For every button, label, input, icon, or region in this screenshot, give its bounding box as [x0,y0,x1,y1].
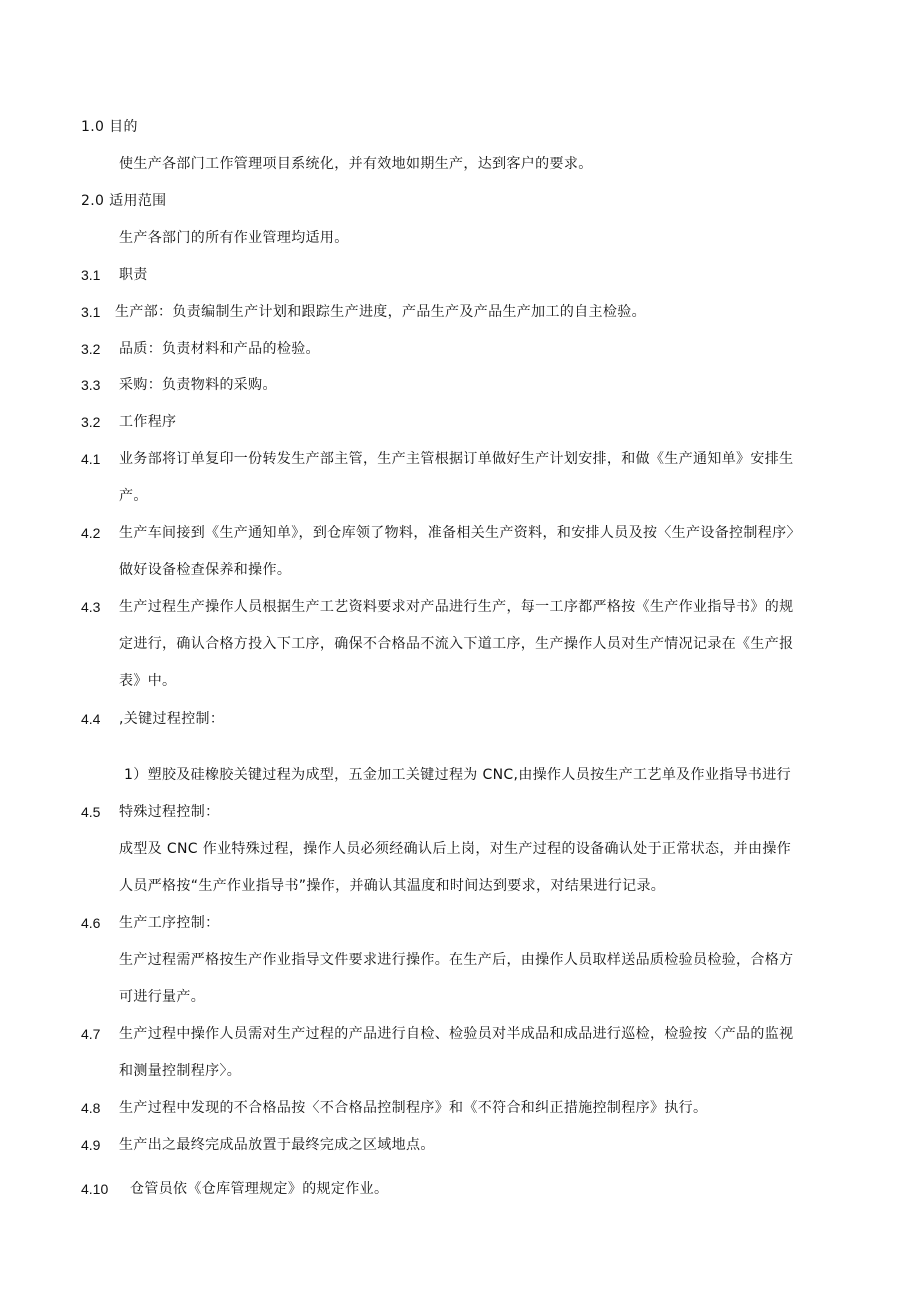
section-heading-scope: 2.0 适用范围 [81,193,167,209]
clause-number-4-7: 4.7 [81,1026,101,1042]
item-text-quality: 品质：负责材料和产品的检验。 [119,341,320,357]
clause-number-4-5: 4.5 [81,804,101,820]
clause-number-4-6: 4.6 [81,915,101,931]
clause-4-5-line-1: 成型及 CNC 作业特殊过程，操作人员必须经确认后上岗，对生产过程的设备确认处于正常状态，并由操作 [119,841,792,857]
clause-number-4-3: 4.3 [81,599,101,615]
clause-4-3-line-3: 表》中。 [119,673,177,689]
clause-4-6-line-2: 可进行量产。 [119,989,206,1005]
purpose-body: 使生产各部门工作管理项目系统化，并有效地如期生产，达到客户的要求。 [119,156,593,172]
scope-body: 生产各部门的所有作业管理均适用。 [119,230,349,246]
clause-4-3-line-1: 生产过程生产操作人员根据生产工艺资料要求对产品进行生产，每一工序都严格按《生产作业指导书》的规 [119,599,794,615]
clause-4-6-title: 生产工序控制： [119,915,220,931]
clause-number-4-2: 4.2 [81,525,101,541]
clause-4-4-title: ,关键过程控制： [119,711,225,727]
clause-number-4-4: 4.4 [81,711,101,727]
clause-4-10-line-1: 仓管员依《仓库管理规定》的规定作业。 [130,1181,389,1197]
item-text-production-dept: 生产部：负责编制生产计划和跟踪生产进度，产品生产及产品生产加工的自主检验。 [115,304,646,320]
clause-4-3-line-2: 定进行，确认合格方投入下工序，确保不合格品不流入下道工序，生产操作人员对生产情况记录在《生产报 [119,636,794,652]
clause-4-4-item-1: 1）塑胶及硅橡胶关键过程为成型，五金加工关键过程为 CNC,由操作人员按生产工艺单及作业指导书进行 [124,767,791,783]
clause-4-5-line-2: 人员严格按“生产作业指导书”操作，并确认其温度和时间达到要求，对结果进行记录。 [119,878,666,894]
section-heading-purpose: 1.0 目的 [81,119,138,135]
clause-4-2-line-1: 生产车间接到《生产通知单》，到仓库领了物料，准备相关生产资料，和安排人员及按〈生产设备控制程序〉 [119,525,801,541]
clause-4-2-line-2: 做好设备检查保养和操作。 [119,562,292,578]
clause-4-7-line-2: 和测量控制程序〉。 [119,1063,242,1079]
clause-4-8-line-1: 生产过程中发现的不合格品按〈不合格品控制程序》和《不符合和纠正措施控制程序》执行。 [119,1100,708,1116]
clause-4-7-line-1: 生产过程中操作人员需对生产过程的产品进行自检、检验员对半成品和成品进行巡检，检验按〈产品的监视 [119,1026,794,1042]
item-number-purchasing: 3.3 [81,377,101,393]
clause-4-1-line-2: 产。 [119,488,148,504]
section-number-responsibilities: 3.1 [81,267,101,283]
clause-number-4-9: 4.9 [81,1137,101,1153]
clause-4-1-line-1: 业务部将订单复印一份转发生产部主管，生产主管根据订单做好生产计划安排，和做《生产通知单》安排生 [119,451,794,467]
clause-number-4-1: 4.1 [81,451,101,467]
section-title-procedure: 工作程序 [119,414,177,430]
clause-4-5-title: 特殊过程控制： [119,804,220,820]
clause-4-6-line-1: 生产过程需严格按生产作业指导文件要求进行操作。在生产后，由操作人员取样送品质检验员检验，合格方 [119,952,794,968]
section-number-procedure: 3.2 [81,414,101,430]
section-title-responsibilities: 职责 [119,267,148,283]
clause-4-9-line-1: 生产出之最终完成品放置于最终完成之区域地点。 [119,1137,435,1153]
item-number-production-dept: 3.1 [81,304,101,320]
clause-number-4-10: 4.10 [81,1181,109,1197]
item-number-quality: 3.2 [81,341,101,357]
item-text-purchasing: 采购：负责物料的采购。 [119,377,277,393]
clause-number-4-8: 4.8 [81,1100,101,1116]
